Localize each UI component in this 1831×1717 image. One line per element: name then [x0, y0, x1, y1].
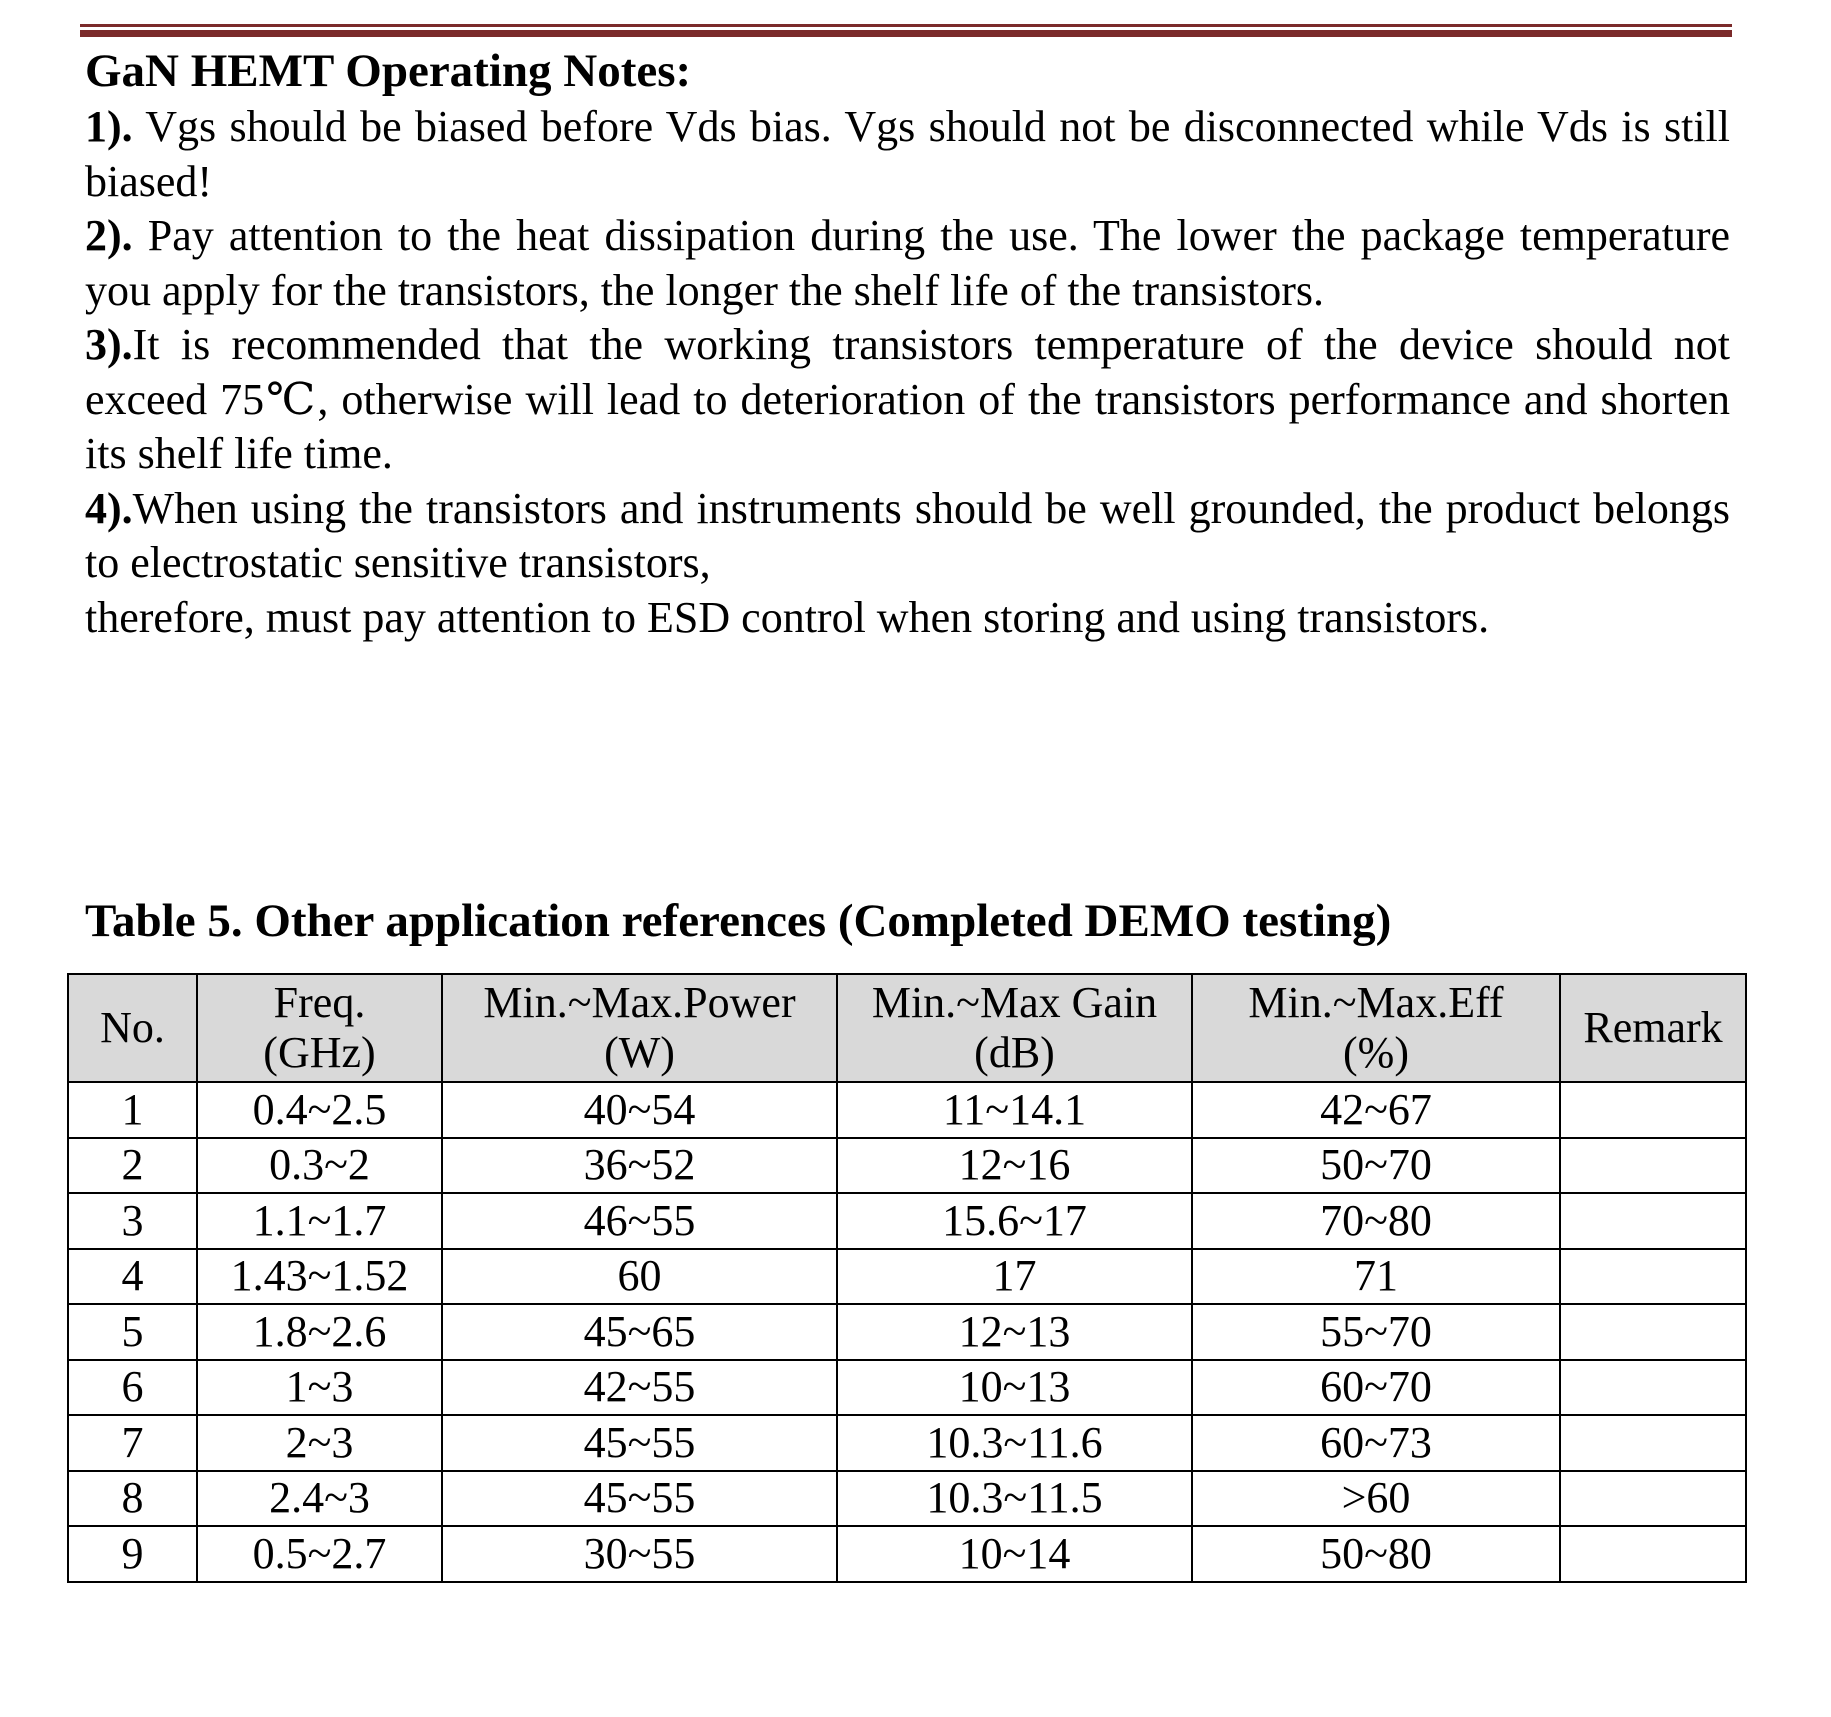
table-body — [68, 1082, 1746, 1582]
header-rule-thick — [80, 30, 1732, 37]
cell-freq: 2~3 — [197, 1415, 442, 1471]
table-row — [68, 1193, 1746, 1249]
table-row — [68, 1082, 1746, 1138]
table-row — [68, 1415, 1746, 1471]
table-header-row — [68, 974, 1746, 1082]
cell-eff: >60 — [1192, 1471, 1560, 1527]
note-text: When using the transistors and instruments should be well grounded, the product belongs to electrostatic sensitive transistors, — [85, 483, 1730, 587]
operating-notes — [85, 42, 1730, 645]
cell-power: 45~55 — [442, 1471, 837, 1527]
header-rule — [80, 24, 1732, 36]
cell-no: 1 — [68, 1082, 197, 1138]
cell-freq: 0.3~2 — [197, 1138, 442, 1194]
cell-no: 6 — [68, 1360, 197, 1416]
table-row — [68, 1526, 1746, 1582]
column-header-eff: Min.~Max.Eff (%) — [1192, 974, 1560, 1082]
cell-remark — [1560, 1138, 1746, 1194]
header-rule-thin — [80, 24, 1732, 27]
cell-eff: 60~73 — [1192, 1415, 1560, 1471]
cell-power: 45~55 — [442, 1415, 837, 1471]
cell-eff: 50~70 — [1192, 1138, 1560, 1194]
application-references-table — [67, 973, 1747, 1583]
cell-eff: 71 — [1192, 1249, 1560, 1305]
cell-no: 2 — [68, 1138, 197, 1194]
cell-power: 42~55 — [442, 1360, 837, 1416]
table-row — [68, 1138, 1746, 1194]
table-row — [68, 1471, 1746, 1527]
cell-freq: 1.8~2.6 — [197, 1304, 442, 1360]
note-number: 2). — [85, 211, 133, 260]
cell-no: 9 — [68, 1526, 197, 1582]
cell-gain: 12~16 — [837, 1138, 1192, 1194]
cell-gain: 10.3~11.5 — [837, 1471, 1192, 1527]
cell-remark — [1560, 1249, 1746, 1305]
cell-no: 5 — [68, 1304, 197, 1360]
note-text: Pay attention to the heat dissipation during the use. The lower the package temperature you apply for the transistors, the longer the shelf life of the transistors. — [85, 211, 1730, 315]
cell-eff: 60~70 — [1192, 1360, 1560, 1416]
cell-gain: 10~13 — [837, 1360, 1192, 1416]
table-row — [68, 1360, 1746, 1416]
table-row — [68, 1249, 1746, 1305]
table-row — [68, 1304, 1746, 1360]
cell-eff: 50~80 — [1192, 1526, 1560, 1582]
cell-freq: 0.4~2.5 — [197, 1082, 442, 1138]
cell-power: 30~55 — [442, 1526, 837, 1582]
column-header-gain: Min.~Max Gain (dB) — [837, 974, 1192, 1082]
note-item-4 — [85, 482, 1730, 591]
cell-eff: 42~67 — [1192, 1082, 1560, 1138]
note-text: It is recommended that the working transistors temperature of the device should not exceed 75℃, otherwise will lead to deterioration of the transistors performance and shorten its shelf life time. — [85, 320, 1730, 478]
cell-remark — [1560, 1471, 1746, 1527]
notes-heading: GaN HEMT Operating Notes: — [85, 45, 692, 97]
note-number: 3). — [85, 320, 133, 369]
cell-remark — [1560, 1304, 1746, 1360]
cell-gain: 10.3~11.6 — [837, 1415, 1192, 1471]
cell-power: 60 — [442, 1249, 837, 1305]
cell-freq: 1~3 — [197, 1360, 442, 1416]
cell-power: 45~65 — [442, 1304, 837, 1360]
cell-no: 3 — [68, 1193, 197, 1249]
cell-no: 7 — [68, 1415, 197, 1471]
cell-no: 4 — [68, 1249, 197, 1305]
cell-remark — [1560, 1360, 1746, 1416]
column-header-remark: Remark — [1560, 974, 1746, 1082]
cell-gain: 17 — [837, 1249, 1192, 1305]
note-item-1 — [85, 100, 1730, 209]
cell-power: 36~52 — [442, 1138, 837, 1194]
cell-gain: 11~14.1 — [837, 1082, 1192, 1138]
cell-remark — [1560, 1526, 1746, 1582]
cell-remark — [1560, 1082, 1746, 1138]
cell-remark — [1560, 1193, 1746, 1249]
table-title: Table 5. Other application references (Completed DEMO testing) — [85, 895, 1392, 947]
cell-freq: 1.43~1.52 — [197, 1249, 442, 1305]
note-item-2 — [85, 209, 1730, 318]
note-item-3 — [85, 318, 1730, 482]
cell-remark — [1560, 1415, 1746, 1471]
cell-eff: 70~80 — [1192, 1193, 1560, 1249]
cell-eff: 55~70 — [1192, 1304, 1560, 1360]
column-header-freq: Freq. (GHz) — [197, 974, 442, 1082]
note-continuation: therefore, must pay attention to ESD control when storing and using transistors. — [85, 592, 1490, 642]
note-number: 4). — [85, 483, 133, 533]
cell-freq: 2.4~3 — [197, 1471, 442, 1527]
column-header-no: No. — [68, 974, 197, 1082]
cell-gain: 12~13 — [837, 1304, 1192, 1360]
cell-power: 46~55 — [442, 1193, 837, 1249]
cell-gain: 15.6~17 — [837, 1193, 1192, 1249]
cell-freq: 1.1~1.7 — [197, 1193, 442, 1249]
cell-power: 40~54 — [442, 1082, 837, 1138]
cell-no: 8 — [68, 1471, 197, 1527]
note-number: 1). — [85, 102, 133, 151]
note-text: Vgs should be biased before Vds bias. Vgs should not be disconnected while Vds is still biased! — [85, 102, 1730, 206]
cell-gain: 10~14 — [837, 1526, 1192, 1582]
column-header-power: Min.~Max.Power (W) — [442, 974, 837, 1082]
cell-freq: 0.5~2.7 — [197, 1526, 442, 1582]
